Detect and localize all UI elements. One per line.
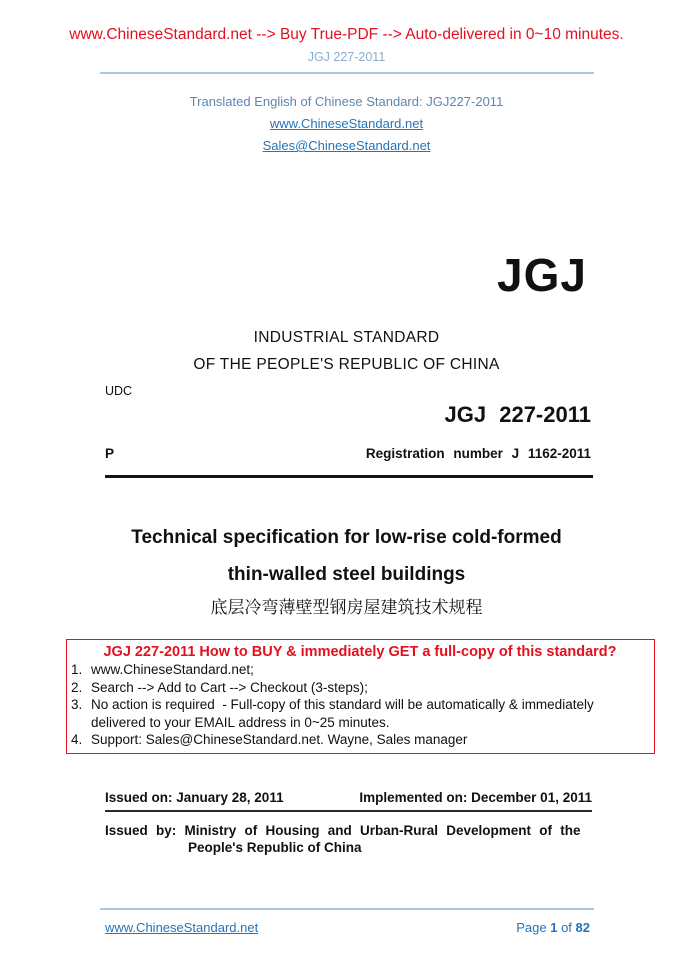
footer-page-indicator — [516, 920, 590, 935]
udc-label: UDC — [105, 384, 133, 398]
standard-logo: JGJ — [497, 249, 587, 301]
doc-title-en-line1: Technical specification for low-rise cold-formed — [131, 527, 562, 548]
standard-type-line2: OF THE PEOPLE'S REPUBLIC OF CHINA — [193, 356, 500, 373]
issued-on-label: Issued on: January 28, 2011 — [105, 790, 284, 805]
item-text: www.ChineseStandard.net; — [91, 662, 254, 677]
sales-email-link[interactable]: Sales@ChineseStandard.net — [262, 138, 431, 153]
buy-box-title: JGJ 227-2011 How to BUY & immediately GET a full-copy of this standard? — [103, 644, 617, 660]
item-text: Support: Sales@ChineseStandard.net. Wayne, Sales manager — [91, 732, 468, 747]
item-number: 2. — [71, 679, 83, 695]
issued-by-paragraph — [105, 822, 597, 856]
item-text: Search --> Add to Cart --> Checkout (3-steps); — [91, 679, 368, 695]
standard-code-large: JGJ 227-2011 — [444, 402, 591, 427]
issue-dates-row — [105, 790, 592, 805]
item-number: 4. — [71, 732, 83, 747]
implemented-on-label: Implemented on: December 01, 2011 — [359, 790, 592, 805]
issue-divider-line — [105, 810, 592, 812]
issued-by-line2: People's Republic of China — [188, 840, 362, 855]
buy-box-item — [70, 731, 650, 749]
item-number: 3. — [71, 697, 83, 712]
buy-box-item — [70, 696, 650, 731]
page-number: 1 — [550, 920, 558, 935]
site-link-wrap — [0, 116, 693, 131]
of-label: of — [561, 920, 572, 935]
header-standard-code: JGJ 227-2011 — [307, 50, 386, 64]
title-divider-line — [105, 475, 593, 478]
buy-box-item — [70, 679, 650, 697]
header-promo-text: www.ChineseStandard.net --> Buy True-PDF --> Auto-delivered in 0~10 minutes. — [69, 26, 624, 43]
doc-title-en-line2: thin-walled steel buildings — [227, 564, 466, 585]
footer-site-link[interactable]: www.ChineseStandard.net — [105, 920, 259, 935]
site-link[interactable]: www.ChineseStandard.net — [269, 116, 424, 131]
p-registration-row — [105, 446, 591, 461]
footer-divider — [100, 908, 594, 910]
issued-by-line1: Issued by: Ministry of Housing and Urban-Rural Development of the — [105, 823, 581, 838]
sales-link-wrap — [0, 138, 693, 153]
page-label: Page — [516, 920, 547, 935]
p-label: P — [105, 446, 115, 461]
doc-title-zh: 底层冷弯薄壁型钢房屋建筑技术规程 — [210, 598, 483, 617]
total-pages: 82 — [575, 920, 590, 935]
translated-note: Translated English of Chinese Standard: JGJ227-2011 — [189, 94, 504, 109]
footer-site-link-wrap — [105, 920, 258, 935]
buy-box — [66, 639, 655, 754]
item-number: 1. — [71, 662, 83, 677]
buy-box-item — [70, 661, 650, 679]
item-text: No action is required - Full-copy of this standard will be automatically & immediately delivered to your EMAIL address in 0~25 minutes. — [91, 697, 598, 730]
standard-type-line1: INDUSTRIAL STANDARD — [253, 329, 440, 346]
registration-number: Registration number J 1162-2011 — [365, 446, 591, 461]
header-divider — [100, 72, 594, 74]
